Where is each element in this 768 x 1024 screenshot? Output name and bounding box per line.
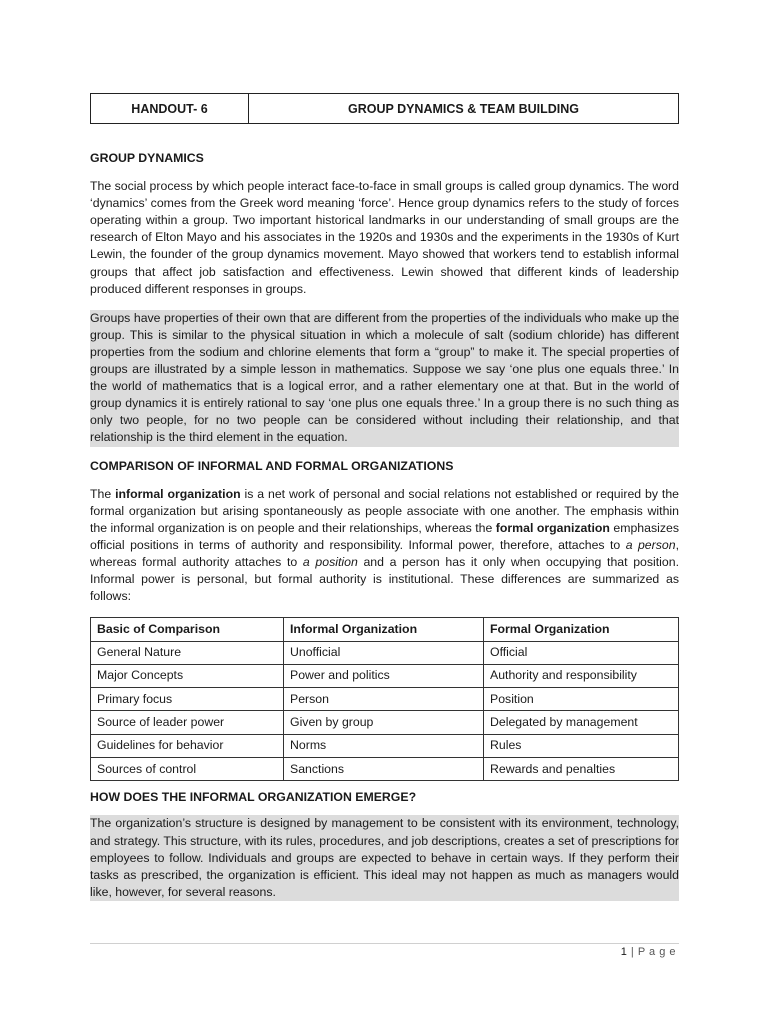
section-heading-comparison: COMPARISON OF INFORMAL AND FORMAL ORGANIZATIONS (90, 458, 454, 473)
handout-number: HANDOUT- 6 (91, 94, 249, 123)
term-formal-organization: formal organization (495, 520, 610, 535)
text-run: and a person has it only when occupying that position. Informal power is personal, but formal authority is institutional. These differences are summarized as follows: (90, 554, 680, 604)
table-header-cell: Informal Organization (284, 618, 484, 641)
handout-header-table (90, 93, 679, 124)
table-cell: Major Concepts (91, 664, 284, 687)
table-cell: Given by group (284, 711, 484, 734)
table-cell: General Nature (91, 641, 284, 664)
table-cell: Position (484, 688, 679, 711)
table-cell: Sources of control (91, 758, 284, 781)
section-heading-informal-emerge: HOW DOES THE INFORMAL ORGANIZATION EMERGE? (90, 790, 417, 805)
paragraph-group-properties: Groups have properties of their own that are different from the properties of the individuals who make up the group. This is similar to the physical situation in which a molecule of salt (sodium chloride) has different properties from the sodium and chlorine elements that form a “group” to make it. The special properties of groups are illustrated by a simple lesson in mathematics. Suppose we say ‘one plus one equals three.’ In the world of mathematics that is a logical error, and a rather elementary one at that. But in the world of group dynamics it is entirely rational to say ‘one plus one equals three.’ In a group there is no such thing as only two people, for no two people can be considered without including their relationship, and that relationship is the third element in the equation. (90, 310, 679, 447)
table-header-row (91, 618, 679, 641)
paragraph-group-dynamics-intro: The social process by which people interact face-to-face in small groups is called group dynamics. The word ‘dynamics’ comes from the Greek word meaning ‘force’. Hence group dynamics refers to the study of forces operating within a group. Two important historical landmarks in our understanding of small groups are the research of Elton Mayo and his associates in the 1920s and 1930s and the experiments in the 1930s of Kurt Lewin, the founder of the group dynamics movement. Mayo showed that workers tend to establish informal groups that affect job satisfaction and effectiveness. Lewin showed that different kinds of leadership produced different responses in groups. (90, 179, 679, 296)
table-row (91, 734, 679, 757)
text-run: The (90, 486, 116, 501)
text-run: emphasizes official positions in terms of authority and responsibility. Informal power, therefore, attaches to (90, 520, 679, 552)
table-cell: Person (284, 688, 484, 711)
table-cell: Guidelines for behavior (91, 734, 284, 757)
table-header-cell: Basic of Comparison (91, 618, 284, 641)
table-row (91, 758, 679, 781)
table-cell: Delegated by management (484, 711, 679, 734)
table-cell: Official (484, 641, 679, 664)
table-row (91, 711, 679, 734)
term-a-position: a position (302, 554, 358, 569)
table-cell: Norms (284, 734, 484, 757)
table-cell: Source of leader power (91, 711, 284, 734)
table-row (91, 688, 679, 711)
term-a-person: a person (625, 537, 676, 552)
table-cell: Rewards and penalties (484, 758, 679, 781)
paragraph-informal-emerge: The organization’s structure is designed by management to be consistent with its environment, technology, and strategy. This structure, with its rules, procedures, and job descriptions, creates a set of prescriptions for employees to follow. Individuals and groups are expected to behave in certain ways. If they perform their tasks as prescribed, the organization is efficient. This ideal may not happen as much as managers would like, however, for several reasons. (90, 815, 679, 900)
paragraph-informal-vs-formal (90, 486, 679, 606)
page-label: P a g e (637, 946, 676, 958)
term-informal-organization: informal organization (115, 486, 241, 501)
document-body (90, 150, 679, 901)
footer-divider (90, 943, 679, 944)
footer-separator: | (627, 946, 638, 958)
section-heading-group-dynamics: GROUP DYNAMICS (90, 151, 204, 165)
table-cell: Sanctions (284, 758, 484, 781)
table-cell: Unofficial (284, 641, 484, 664)
table-header-cell: Formal Organization (484, 618, 679, 641)
table-row (91, 641, 679, 664)
table-cell: Primary focus (91, 688, 284, 711)
table-cell: Power and politics (284, 664, 484, 687)
text-run: , whereas formal authority attaches to (90, 537, 679, 569)
handout-title: GROUP DYNAMICS & TEAM BUILDING (347, 101, 580, 116)
table-cell: Authority and responsibility (484, 664, 679, 687)
comparison-table (90, 617, 679, 781)
table-cell: Rules (484, 734, 679, 757)
page-number: 1 (620, 946, 628, 958)
text-run: is a net work of personal and social relations not established or required by the formal organization but arising spontaneously as people associate with one another. The emphasis within the informal organization is on people and their relationships, whereas the (90, 486, 680, 535)
table-row (91, 664, 679, 687)
page-footer (621, 946, 676, 958)
